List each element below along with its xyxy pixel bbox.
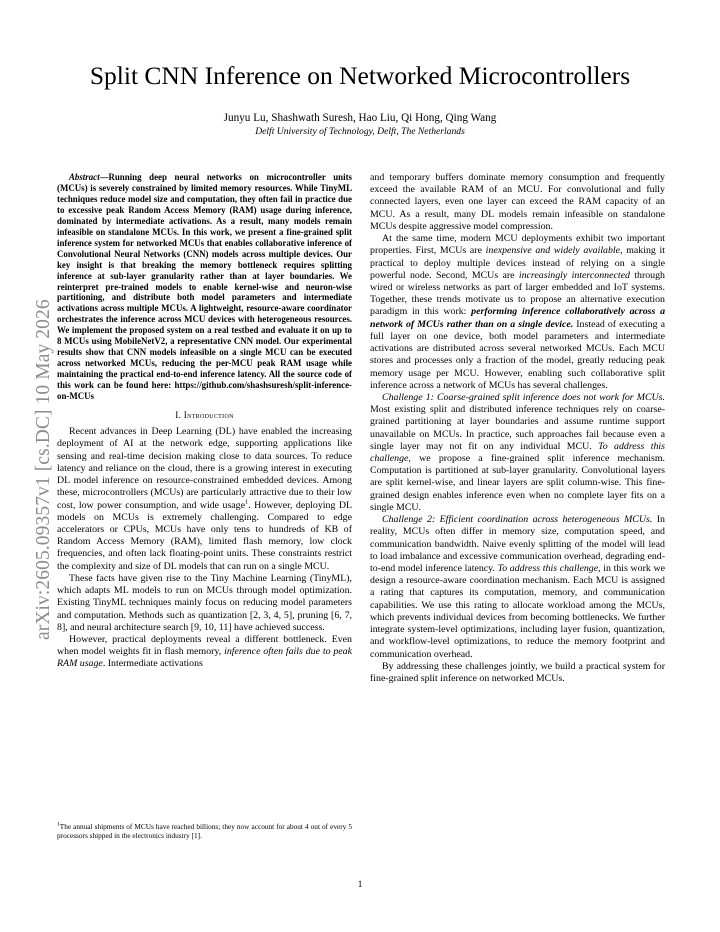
- section-title: Introduction: [183, 410, 234, 421]
- paragraph-text: through wired or wireless networks as part of larger embedded and IoT systems. Together, these trends motivate us to propose an alternative execution paradigm in this work:: [370, 269, 665, 318]
- paragraph-text: . However, deploying DL models on MCUs is extremely challenging. Compared to edge accelerators or CPUs, MCUs have only tens to hundreds of KB of Random Access Memory (RAM), limited flash memory, low clock frequencies, and often lack floating-point units. These constraints restrict the complexity and size of DL models that can run on a single MCU.: [57, 499, 352, 572]
- emphasized-text: To address this challenge,: [370, 440, 665, 465]
- abstract: [57, 172, 352, 402]
- paragraph-text: , in this work we design a resource-aware coordination mechanism. Each MCU is assigned a rating that captures its computation, memory, and communication capabilities. We use this rating to allocate workload among the MCUs, which prevents individual devices from becoming bottlenecks. We further integrate system-level optimizations, including layer fusion, quantization, and workflow-level optimizations, to reduce the memory footprint and communication overhead.: [370, 563, 665, 660]
- section-heading: [57, 409, 352, 421]
- challenge-2-heading: Challenge 2: Efficient coordination across heterogeneous MCUs.: [382, 514, 653, 526]
- emphasized-text: To address this challenge: [497, 563, 599, 574]
- page-number: 1: [357, 879, 363, 890]
- challenge-1-heading: Challenge 1: Coarse-grained split inference does not work for MCUs.: [382, 391, 665, 403]
- intro-paragraph-last: By addressing these challenges jointly, we build a practical system for fine-grained split inference on networked MCUs.: [370, 660, 665, 684]
- paragraph-text: However, practical deployments reveal a different bottleneck. Even when model weights fit in flash memory,: [57, 633, 352, 658]
- challenge-2-paragraph: [370, 514, 665, 661]
- emphasized-text: increasingly interconnected: [518, 269, 630, 281]
- paragraph-text: At the same time, modern MCU deployments exhibit two important properties. First, MCUs are: [370, 233, 665, 257]
- intro-paragraph-3: [57, 634, 352, 671]
- paper-title: Split CNN Inference on Networked Microcontrollers: [89, 61, 631, 90]
- paragraph-text: . Intermediate activations: [102, 658, 203, 670]
- footnote-mark: 1: [57, 821, 60, 828]
- paragraph-text: Most existing split and distributed inference techniques rely on coarse-grained partitioning at layer boundaries and assume runtime support unavailable on MCUs. In practice, such approaches fail because even a single layer may not fit on any individual MCU.: [370, 404, 665, 452]
- footnote-text: The annual shipments of MCUs have reached billions; they now account for about 4 out of every 5 processors shipped in the electronics industry [1].: [57, 822, 352, 840]
- emphasized-text: inference often fails due to peak RAM usage: [57, 646, 352, 670]
- paragraph-text: we propose a fine-grained split inference mechanism. Computation is partitioned at sub-layer granularity. Convolutional layers are split kernel-wise, and linear layers are split column-wise. This fine-grained design enables inference even when no complete layer fits on a single MCU.: [370, 453, 665, 513]
- abstract-label: Abstract: [69, 172, 100, 182]
- footnote-reference: 1: [245, 498, 249, 506]
- section-number: I.: [175, 410, 182, 421]
- intro-paragraph-1: [57, 426, 352, 573]
- paragraph-text: , making it practical to deploy multiple devices instead of relying on a single powerful node. Second, MCUs are: [370, 245, 665, 281]
- emphasized-text: inexpensive and widely available: [485, 245, 621, 257]
- key-idea-text: performing inference collaboratively across a network of MCUs rather than on a single device.: [370, 306, 666, 330]
- left-column: [57, 172, 352, 671]
- challenge-1-paragraph: [370, 392, 665, 514]
- intro-paragraph-5: [370, 233, 665, 392]
- paragraph-text: Instead of executing a full layer on one device, both model parameters and intermediate activations are distributed across several networked MCUs. Each MCU stores and processes only a fraction of the model, greatly reducing peak memory usage per MCU. However, enabling such collaborative split inference across a network of MCUs has several challenges.: [370, 318, 665, 391]
- affiliation: Delft University of Technology, Delft, The Netherlands: [255, 126, 465, 137]
- abstract-text: —Running deep neural networks on microcontroller units (MCUs) is severely constrained by limited memory resources. While TinyML techniques reduce model size and computation, they often fail in practice due to excessive peak Random Access Memory (RAM) usage during inference, dominated by intermediate activations. As a result, many models remain infeasible on standalone MCUs. In this work, we present a fine-grained split inference system for networked MCUs that enables collaborative inference of Convolutional Neural Networks (CNN) models across multiple devices. Our key insight is that breaking the memory bottleneck requires splitting inference at sub-layer granularity rather than at layer boundaries. We reinterpret pre-trained models to enable kernel-wise and neuron-wise partitioning, and distribute both model parameters and intermediate activations across multiple MCUs. A lightweight, resource-aware coordinator orchestrates the inference across MCU devices with heterogeneous resources. We implement the proposed system on a real testbed and evaluate it on up to 8 MCUs using MobileNetV2, a representative CNN model. Our experimental results show that CNN models infeasible on a single MCU can be executed across networked MCUs, reducing the per-MCU peak RAM usage while maintaining the practical end-to-end inference latency. All the source code of this work can be found here: https://github.com/shashsuresh/split-inference-on-MCUs: [57, 172, 352, 402]
- intro-paragraph-2: These facts have given rise to the Tiny Machine Learning (TinyML), which adapts ML models to run on MCUs through model optimization. Existing TinyML techniques mainly focus on reducing model parameters and computation. Methods such as quantization [2, 3, 4, 5], pruning [6, 7, 8], and neural architecture search [9, 10, 11] have achieved success.: [57, 572, 352, 633]
- paragraph-text: In reality, MCUs often differ in memory size, computation speed, and communication bandwidth. Naive evenly splitting of the model will lead to load imbalance and excessive communication overhead, degrading end-to-end model inference latency.: [370, 514, 665, 574]
- paragraph-text: Recent advances in Deep Learning (DL) have enabled the increasing deployment of AI at the network edge, supporting applications like sensing and real-time decision making close to data sources. To reduce latency and reliance on the cloud, there is a growing interest in executing DL model inference on resource-constrained embedded devices. Among these, microcontrollers (MCUs) are particularly attractive due to their low cost, low power consumption, and wide usage: [57, 426, 352, 511]
- arxiv-identifier-stamp: arXiv:2605.09357v1 [cs.DC] 10 May 2026: [33, 299, 54, 640]
- right-column: [370, 172, 665, 685]
- author-list: Junyu Lu, Shashwath Suresh, Hao Liu, Qi Hong, Qing Wang: [223, 112, 497, 124]
- footnote: [57, 822, 352, 840]
- intro-paragraph-4: and temporary buffers dominate memory consumption and frequently exceed the available RAM of an MCU. For convolutional and fully connected layers, even one layer can exceed the RAM capacity of an MCU. As a result, many DL models remain infeasible on standalone MCUs despite aggressive model compression.: [370, 172, 665, 232]
